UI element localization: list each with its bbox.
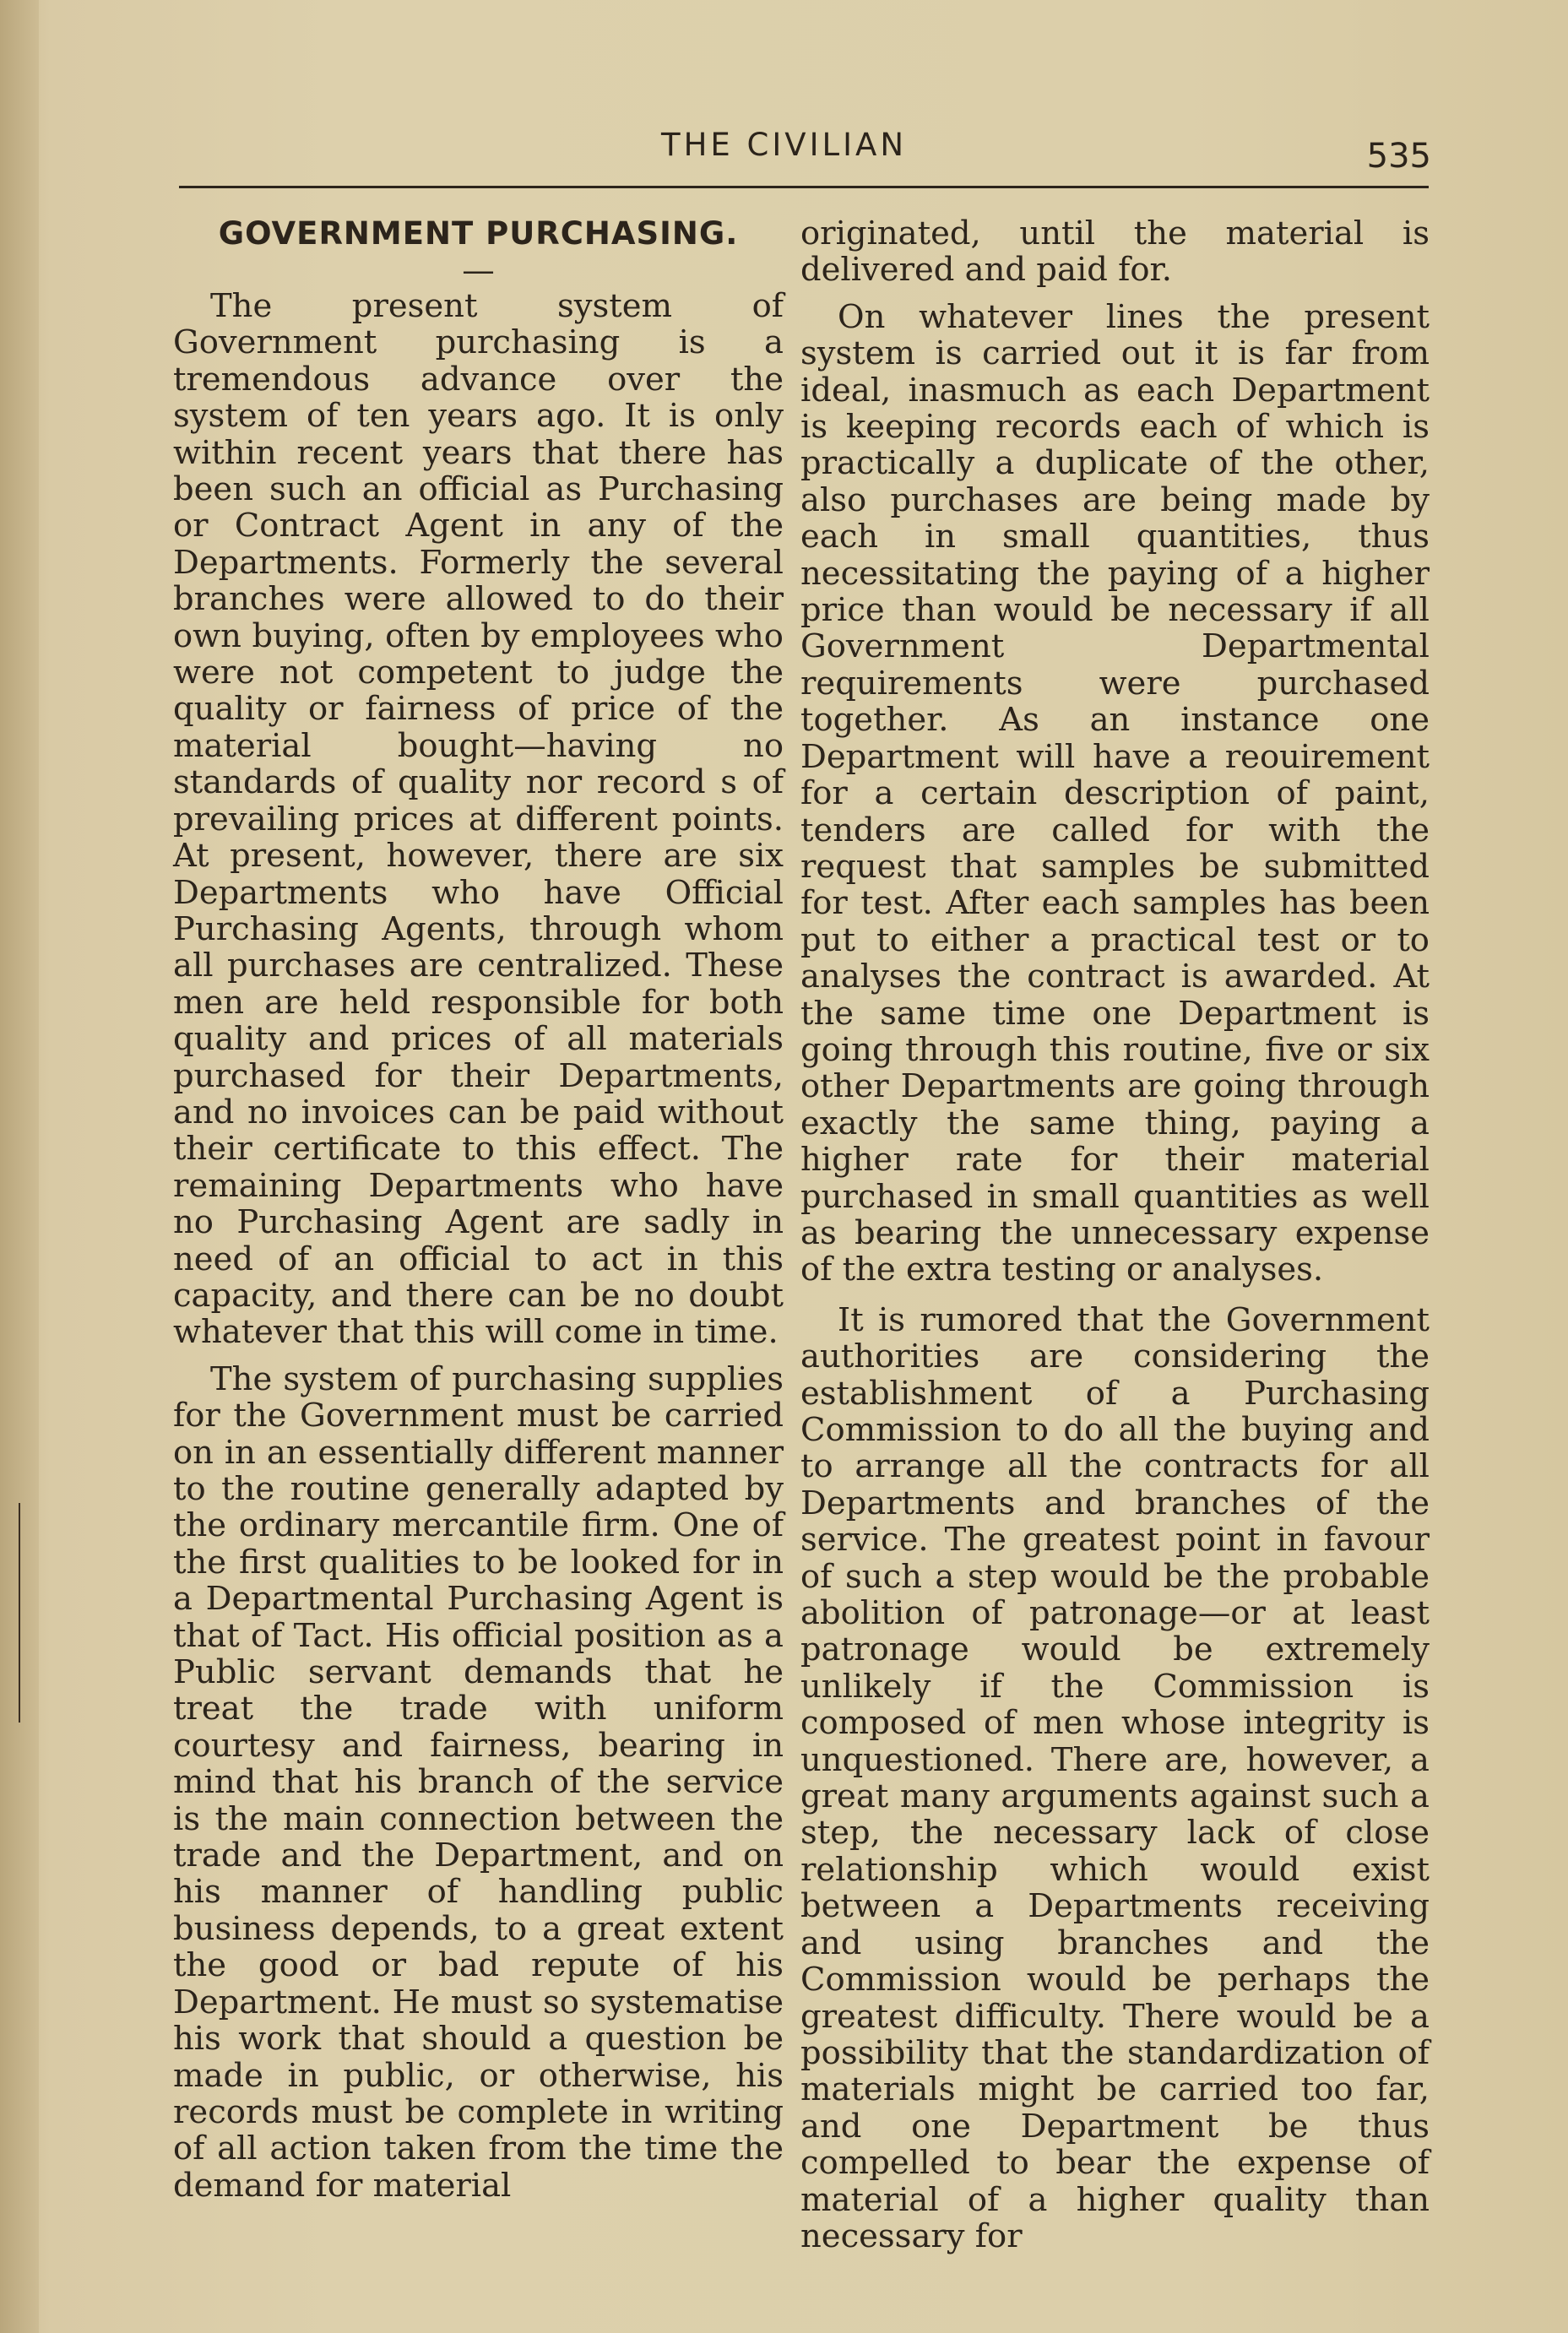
running-title: THE CIVILIAN bbox=[660, 127, 908, 163]
binding-gutter bbox=[0, 0, 39, 2333]
paragraph: originated, until the material is delivered and paid for. bbox=[800, 214, 1430, 290]
article-title: GOVERNMENT PURCHASING. bbox=[218, 215, 739, 252]
page-number: 535 bbox=[1366, 137, 1431, 176]
right-column bbox=[800, 215, 1430, 2265]
paragraph: The present system of Government purchasing is a tremendous advance over the system of ten years ago. It is only within recent years that there has been such an official as Purchasing or Contract Agent in any of the Departments. Formerly the several branches were allowed to do their own buying, often by employees who were not competent to judge the quality or fairness of price of the material bought—having no standards of quality nor record s of prevailing prices at different points. At present, however, there are six Departments who have Official Purchasing Agents, through whom all purchases are centralized. These men are held responsible for both quality and prices of all materials purchased for their Departments, and no invoices can be paid without their certificate to this effect. The remaining Departments who have no Purchasing Agent are sadly in need of an official to act in this capacity, and there can be no doubt whatever that this will come in time. bbox=[173, 287, 784, 1352]
binding-mark bbox=[19, 1503, 20, 1723]
paragraph: On whatever lines the present system is carried out it is far from ideal, inasmuch as each Department is keeping records each of which is practically a duplicate of the other, also purchases are being made by each in small quantities, thus necessitating the paying of a higher price than would be necessary if all Government Departmental requirements were purchased together. As an instance one Department will have a reouirement for a certain description of paint, tenders are called for with the request that samples be submitted for test. After each samples has been put to either a practical test or to analyses the contract is awarded. At the same time one Department is going through this routine, five or six other Departments are going through exactly the same thing, paying a higher rate for their material purchased in small quantities as well as bearing the unnecessary expense of the extra testing or analyses. bbox=[800, 297, 1430, 1289]
paragraph: The system of purchasing supplies for the Government must be carried on in an essentially different manner to the routine generally adapted by the ordinary mercantile firm. One of the first qualities to be looked for in a Departmental Purchasing Agent is that of Tact. His official position as a Public servant demands that he treat the trade with uniform courtesy and fairness, bearing in mind that his branch of the service is the main connection between the trade and the Department, and on his manner of handling public business depends, to a great extent the good or bad repute of his Department. He must so systematise his work that should a question be made in public, or otherwise, his records must be complete in writing of all action taken from the time the demand for material bbox=[173, 1359, 784, 2205]
paragraph: It is rumored that the Government authorities are considering the establishment of a Purchasing Commission to do all the buying and to arrange all the contracts for all Departments and branches of the service. The greatest point in favour of such a step would be the probable abolition of patronage—or at least patronage would be extremely unlikely if the Commission is composed of men whose integrity is unquestioned. There are, however, a great many arguments against such a step, the necessary lack of close relationship which would exist between a Departments receiving and using branches and the Commission would be perhaps the greatest difficulty. There would be a possibility that the standardization of materials might be carried too far, and one Department be thus compelled to bear the expense of material of a higher quality than necessary for bbox=[800, 1300, 1430, 2255]
header-rule bbox=[179, 186, 1429, 188]
left-column bbox=[173, 215, 784, 2214]
title-separator: — bbox=[462, 252, 495, 290]
